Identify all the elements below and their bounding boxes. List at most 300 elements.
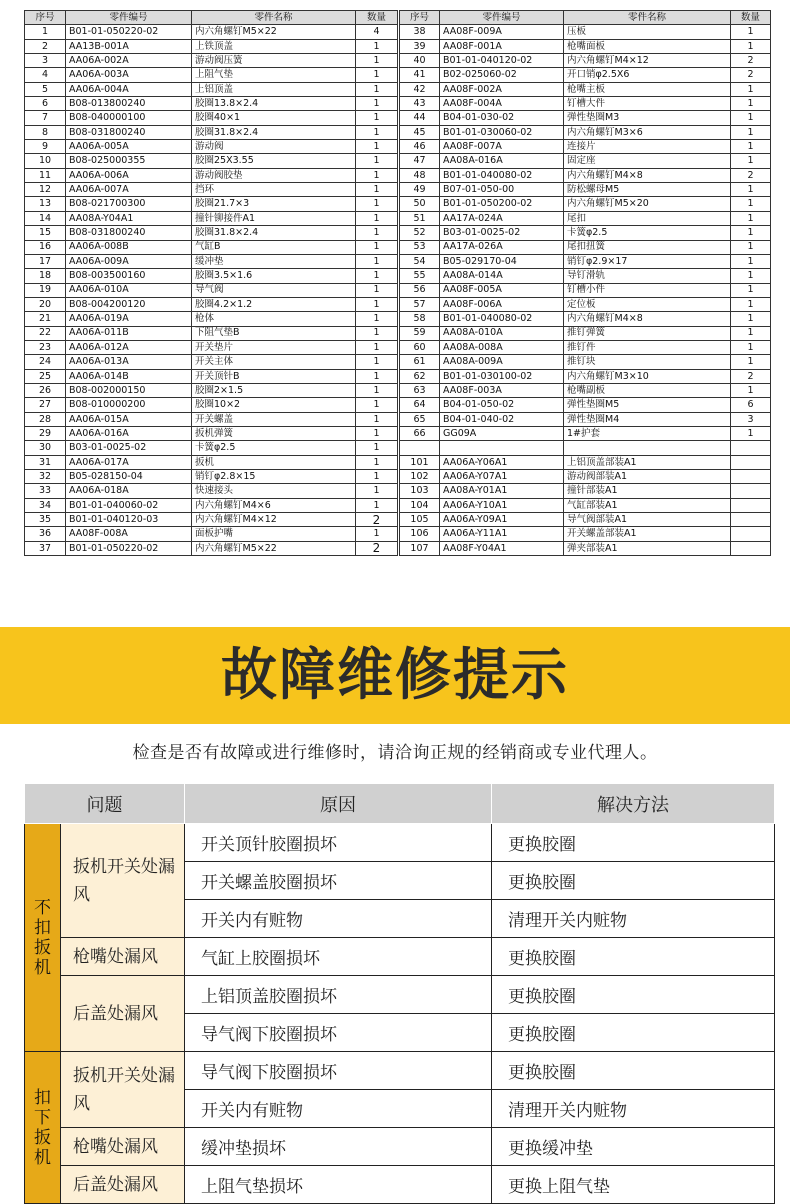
part-index: 101 [400,455,440,469]
part-number: AA08F-002A [440,82,564,96]
parts-row [400,240,771,254]
part-number: AA06A-003A [66,68,192,82]
part-name: 钉槽小件 [564,283,731,297]
part-number: B08-003500160 [66,269,192,283]
part-number: AA06A-Y07A1 [440,470,564,484]
parts-row [400,527,771,541]
fault-category [25,824,61,1052]
part-index: 43 [400,97,440,111]
parts-row [25,183,398,197]
parts-row [400,269,771,283]
fault-problem: 扳机开关处漏风 [61,824,185,938]
part-qty: 1 [731,269,771,283]
part-name: 胶圈4.2×1.2 [192,297,356,311]
part-name: 内六角螺钉M4×12 [192,513,356,527]
part-number: AA06A-013A [66,355,192,369]
part-number: AA06A-017A [66,455,192,469]
fault-problem: 枪嘴处漏风 [61,938,185,976]
part-number: AA08A-Y01A1 [440,484,564,498]
parts-row [400,68,771,82]
part-number: B08-021700300 [66,197,192,211]
part-qty: 1 [356,426,398,440]
part-number: B03-01-0025-02 [66,441,192,455]
part-index: 36 [25,527,66,541]
part-name: 开关主体 [192,355,356,369]
part-name: 开关垫片 [192,340,356,354]
part-qty: 3 [731,412,771,426]
part-number: B04-01-040-02 [440,412,564,426]
part-name: 缓冲垫 [192,254,356,268]
parts-right-body [400,25,771,556]
fault-row [25,938,775,976]
part-number: B08-004200120 [66,297,192,311]
parts-row [25,426,398,440]
part-qty: 1 [731,312,771,326]
part-number: AA08A-010A [440,326,564,340]
fault-cause: 开关顶针胶圈损坏 [185,824,492,862]
part-name: 销钉φ2.9×17 [564,254,731,268]
col-qty-header: 数量 [356,11,398,25]
part-qty: 1 [356,269,398,283]
part-name: 游动阀胶垫 [192,168,356,182]
part-index: 65 [400,412,440,426]
part-name: 内六角螺钉M3×6 [564,125,731,139]
part-qty: 1 [356,455,398,469]
part-index: 19 [25,283,66,297]
part-number: B01-01-040120-02 [440,54,564,68]
parts-row [25,527,398,541]
part-index: 32 [25,470,66,484]
part-index: 55 [400,269,440,283]
part-index: 107 [400,541,440,555]
part-name: 尾扣扭簧 [564,240,731,254]
col-part-name-header: 零件名称 [192,11,356,25]
part-index: 42 [400,82,440,96]
parts-table-left [24,10,398,556]
parts-table-right [399,10,771,556]
part-number: AA06A-Y09A1 [440,513,564,527]
parts-row [400,340,771,354]
part-name: 气缸部装A1 [564,498,731,512]
part-qty: 1 [356,211,398,225]
parts-row [400,226,771,240]
part-name: 导钉滑轨 [564,269,731,283]
part-number: B05-028150-04 [66,470,192,484]
part-index: 39 [400,39,440,53]
part-qty: 1 [356,498,398,512]
parts-row [25,369,398,383]
part-name: 胶圈21.7×3 [192,197,356,211]
part-name: 开关顶针B [192,369,356,383]
part-qty: 1 [356,226,398,240]
part-index: 57 [400,297,440,311]
part-qty: 1 [356,111,398,125]
cause-header: 原因 [185,784,492,824]
part-number: B03-01-0025-02 [440,226,564,240]
parts-row [25,283,398,297]
parts-row [25,498,398,512]
problem-header: 问题 [25,784,185,824]
part-qty: 2 [356,513,398,527]
part-number: AA06A-014B [66,369,192,383]
parts-row [25,355,398,369]
part-qty: 1 [356,383,398,397]
fault-problem: 扳机开关处漏风 [61,1052,185,1128]
part-qty: 1 [731,283,771,297]
part-number: AA06A-015A [66,412,192,426]
part-qty: 1 [731,297,771,311]
part-name: 导气阀 [192,283,356,297]
part-index: 29 [25,426,66,440]
parts-row [400,470,771,484]
parts-row [25,140,398,154]
parts-row [25,226,398,240]
part-qty: 6 [731,398,771,412]
part-number: B08-025000355 [66,154,192,168]
parts-row [400,25,771,39]
parts-row [25,82,398,96]
part-qty: 1 [356,340,398,354]
col-index-header: 序号 [400,11,440,25]
fault-body [25,824,775,1204]
part-name: 快速接头 [192,484,356,498]
part-index: 26 [25,383,66,397]
part-number: AA06A-009A [66,254,192,268]
part-qty [731,455,771,469]
part-index: 15 [25,226,66,240]
part-name: 胶圈2×1.5 [192,383,356,397]
part-index: 50 [400,197,440,211]
part-index: 6 [25,97,66,111]
part-qty: 1 [731,254,771,268]
parts-row [25,25,398,39]
part-number: B04-01-030-02 [440,111,564,125]
part-index: 31 [25,455,66,469]
parts-row [25,455,398,469]
part-qty: 1 [731,226,771,240]
part-number: B01-01-040120-03 [66,513,192,527]
part-name: 内六角螺钉M4×6 [192,498,356,512]
part-index: 61 [400,355,440,369]
part-name: 防松螺母M5 [564,183,731,197]
part-name: 导气阀部装A1 [564,513,731,527]
parts-row [25,470,398,484]
part-qty: 4 [356,25,398,39]
part-qty: 1 [731,355,771,369]
part-name: 开关螺盖 [192,412,356,426]
part-name: 上阻气垫 [192,68,356,82]
part-qty: 1 [731,25,771,39]
part-number: B01-01-050220-02 [66,25,192,39]
part-index: 46 [400,140,440,154]
part-qty: 1 [731,97,771,111]
part-number: AA06A-012A [66,340,192,354]
part-name: 面板护嘴 [192,527,356,541]
part-index: 23 [25,340,66,354]
parts-row [25,54,398,68]
part-qty: 2 [731,54,771,68]
part-qty [731,541,771,555]
part-index: 33 [25,484,66,498]
part-name: 销钉φ2.8×15 [192,470,356,484]
part-number: AA06A-004A [66,82,192,96]
part-qty: 1 [356,283,398,297]
part-name: 弹性垫圈M4 [564,412,731,426]
part-name: 内六角螺钉M4×8 [564,312,731,326]
part-number: AA17A-024A [440,211,564,225]
part-qty: 1 [356,140,398,154]
part-qty: 1 [356,412,398,426]
parts-row [400,140,771,154]
part-name: 开口销φ2.5X6 [564,68,731,82]
parts-row [400,168,771,182]
part-index: 22 [25,326,66,340]
fault-solution: 更换胶圈 [492,938,775,976]
fault-problem: 后盖处漏风 [61,1166,185,1204]
part-index: 60 [400,340,440,354]
part-name: 胶圈31.8×2.4 [192,125,356,139]
fault-cause: 导气阀下胶圈损坏 [185,1052,492,1090]
parts-row [400,111,771,125]
part-index: 24 [25,355,66,369]
part-index: 5 [25,82,66,96]
part-qty: 1 [731,183,771,197]
part-number: B07-01-050-00 [440,183,564,197]
part-index: 105 [400,513,440,527]
part-index: 4 [25,68,66,82]
fault-category-label: 扣下扳机 [34,1087,51,1168]
part-name: 胶圈31.8×2.4 [192,226,356,240]
col-part-name-header: 零件名称 [564,11,731,25]
parts-row [25,513,398,527]
part-index: 63 [400,383,440,397]
parts-row [400,254,771,268]
part-number: GG09A [440,426,564,440]
part-name: 扳机弹簧 [192,426,356,440]
part-name: 胶圈40×1 [192,111,356,125]
parts-row [400,39,771,53]
part-number: AA06A-Y10A1 [440,498,564,512]
part-qty: 1 [356,398,398,412]
fault-row [25,1052,775,1090]
part-number: B08-002000150 [66,383,192,397]
fault-solution: 更换缓冲垫 [492,1128,775,1166]
part-qty: 1 [356,527,398,541]
part-name: 推钉块 [564,355,731,369]
part-name: 枪嘴主板 [564,82,731,96]
part-qty: 1 [731,426,771,440]
part-number: AA08A-Y04A1 [66,211,192,225]
part-number: AA06A-010A [66,283,192,297]
part-name [564,441,731,455]
parts-row [400,412,771,426]
part-number: B01-01-040080-02 [440,312,564,326]
part-number: AA06A-005A [66,140,192,154]
parts-row [25,211,398,225]
part-number: B08-031800240 [66,226,192,240]
parts-header-row [25,11,398,25]
part-qty: 1 [356,54,398,68]
parts-row [400,54,771,68]
parts-header-row [400,11,771,25]
part-name: 上铁顶盖 [192,39,356,53]
part-number: AA08F-Y04A1 [440,541,564,555]
part-name: 胶圈13.8×2.4 [192,97,356,111]
fault-category [25,1052,61,1204]
part-name: 游动阀部装A1 [564,470,731,484]
part-number: AA06A-006A [66,168,192,182]
part-number: AA08F-005A [440,283,564,297]
fault-cause: 导气阀下胶圈损坏 [185,1014,492,1052]
part-name: 上铝顶盖部装A1 [564,455,731,469]
part-qty: 2 [356,541,398,555]
parts-row [25,412,398,426]
part-number: AA06A-011B [66,326,192,340]
parts-row [25,111,398,125]
part-number: AA08A-008A [440,340,564,354]
part-index: 47 [400,154,440,168]
parts-row [25,240,398,254]
part-name: 弹夹部装A1 [564,541,731,555]
part-index: 59 [400,326,440,340]
part-index: 18 [25,269,66,283]
part-number: B01-01-050200-02 [440,197,564,211]
part-name: 开关螺盖部装A1 [564,527,731,541]
part-name: 枪嘴面板 [564,39,731,53]
part-index: 37 [25,541,66,555]
fault-row [25,976,775,1014]
part-index: 12 [25,183,66,197]
part-qty: 1 [356,441,398,455]
part-name: 胶圈3.5×1.6 [192,269,356,283]
fault-table [24,783,775,1204]
parts-row [400,326,771,340]
col-part-no-header: 零件编号 [440,11,564,25]
part-number: AA08F-001A [440,39,564,53]
parts-row [25,168,398,182]
part-qty: 2 [731,68,771,82]
part-number: B01-01-050220-02 [66,541,192,555]
part-qty: 1 [356,484,398,498]
parts-row [25,383,398,397]
part-index: 44 [400,111,440,125]
parts-row [400,154,771,168]
part-index: 25 [25,369,66,383]
part-index: 58 [400,312,440,326]
part-name: 弹性垫圈M5 [564,398,731,412]
part-number: B01-01-030100-02 [440,369,564,383]
part-index: 45 [400,125,440,139]
part-number: AA06A-Y06A1 [440,455,564,469]
part-qty: 2 [731,369,771,383]
part-number: AA06A-019A [66,312,192,326]
part-index: 49 [400,183,440,197]
col-index-header: 序号 [25,11,66,25]
part-name: 撞针铆接件A1 [192,211,356,225]
part-index: 1 [25,25,66,39]
part-index: 20 [25,297,66,311]
parts-row [400,441,771,455]
parts-row [400,426,771,440]
parts-row [25,312,398,326]
parts-row [400,82,771,96]
part-number: AA08F-008A [66,527,192,541]
part-number: AA08A-016A [440,154,564,168]
parts-row [400,369,771,383]
fault-row [25,1166,775,1204]
part-number: AA08F-009A [440,25,564,39]
part-number: AA06A-Y11A1 [440,527,564,541]
parts-left-body [25,25,398,556]
part-qty: 1 [356,82,398,96]
part-index: 102 [400,470,440,484]
parts-row [400,197,771,211]
parts-row [400,183,771,197]
part-name: 胶圈25X3.55 [192,154,356,168]
fault-problem: 后盖处漏风 [61,976,185,1052]
part-index: 28 [25,412,66,426]
part-number: B08-031800240 [66,125,192,139]
part-qty: 1 [731,154,771,168]
part-index: 35 [25,513,66,527]
part-index: 53 [400,240,440,254]
part-qty: 1 [731,340,771,354]
part-number: B02-025060-02 [440,68,564,82]
fault-row [25,1128,775,1166]
parts-row [25,398,398,412]
part-qty: 1 [356,240,398,254]
part-index: 41 [400,68,440,82]
part-number: B01-01-040080-02 [440,168,564,182]
parts-row [25,297,398,311]
part-name: 挡环 [192,183,356,197]
parts-row [25,97,398,111]
banner-title: 故障维修提示 [221,643,569,708]
part-name: 内六角螺钉M4×8 [564,168,731,182]
part-qty: 1 [356,197,398,211]
part-name: 推钉件 [564,340,731,354]
part-index: 13 [25,197,66,211]
parts-row [400,383,771,397]
part-name: 游动阀压簧 [192,54,356,68]
parts-row [400,398,771,412]
parts-row [400,97,771,111]
part-number: AA13B-001A [66,39,192,53]
solution-header: 解决方法 [492,784,775,824]
parts-row [25,269,398,283]
part-qty: 1 [356,326,398,340]
parts-row [25,125,398,139]
fault-cause: 上铝顶盖胶圈损坏 [185,976,492,1014]
part-index: 8 [25,125,66,139]
part-qty: 1 [356,183,398,197]
part-number: AA06A-007A [66,183,192,197]
part-qty: 1 [356,39,398,53]
part-name: 卡簧φ2.5 [564,226,731,240]
part-index: 66 [400,426,440,440]
part-name: 胶圈10×2 [192,398,356,412]
part-index [400,441,440,455]
part-name: 定位板 [564,297,731,311]
parts-row [400,455,771,469]
part-qty: 1 [356,97,398,111]
part-index: 56 [400,283,440,297]
parts-row [25,541,398,555]
fault-solution: 更换胶圈 [492,862,775,900]
part-number: AA08A-014A [440,269,564,283]
fault-header-row [25,784,775,824]
part-index: 40 [400,54,440,68]
